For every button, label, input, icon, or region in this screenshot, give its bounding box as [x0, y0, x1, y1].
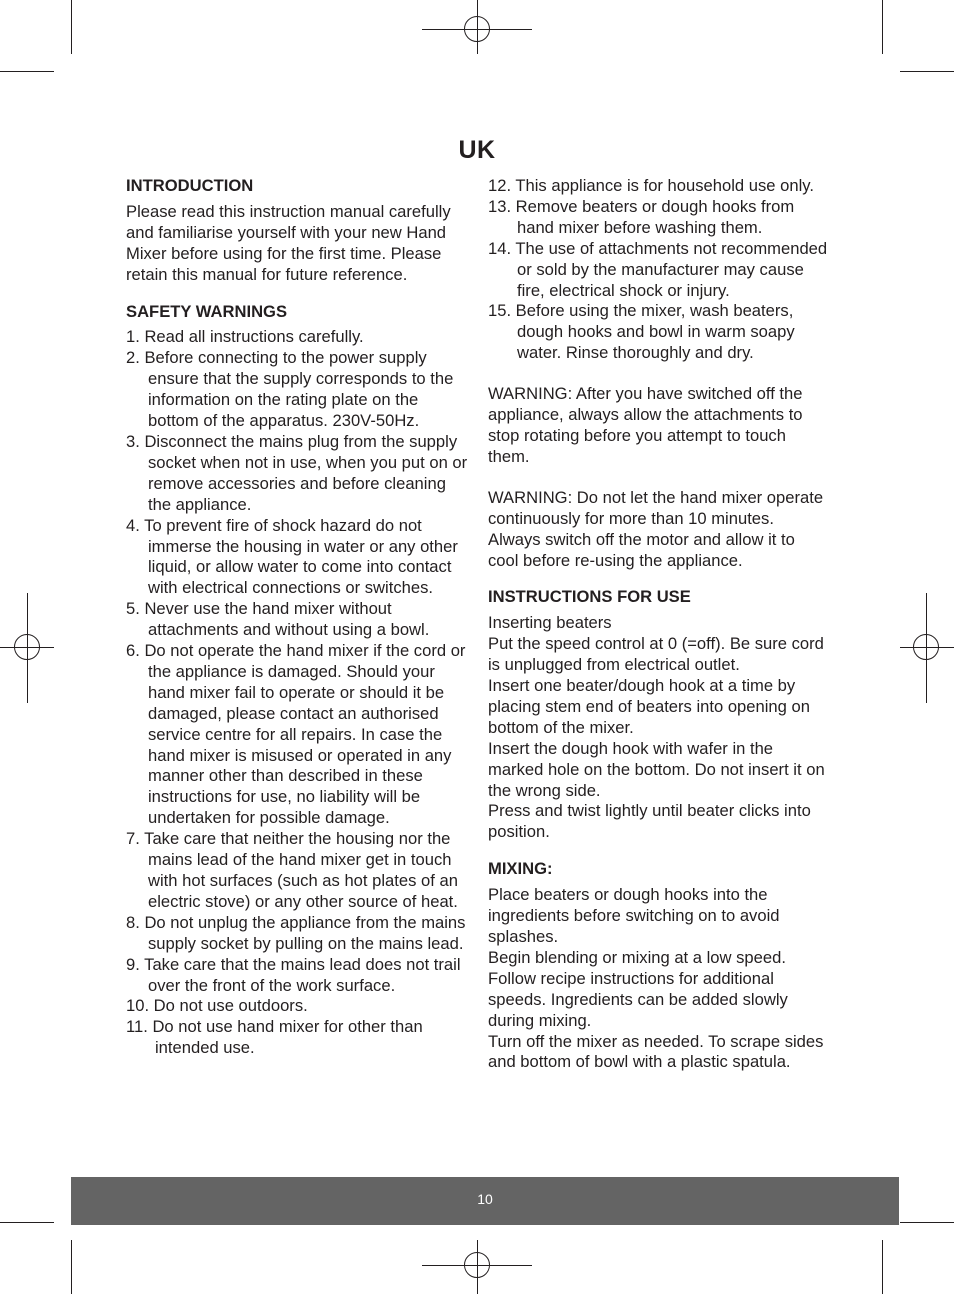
safety-item: 1. Read all instructions carefully.	[126, 327, 364, 347]
footer-bar	[71, 1177, 899, 1225]
right-column	[488, 176, 828, 1073]
safety-item: 3. Disconnect the mains plug from the supply socket when not in use, when you put on or remove accessories and before cleaning the appliance.	[126, 431, 468, 514]
instruction-line: Inserting beaters	[488, 613, 612, 633]
introduction-text: Please read this instruction manual carefully and familiarise yourself with your new Hand Mixer before using for the first time. Please retain this manual for future reference.	[126, 201, 451, 284]
safety-item: 2. Before connecting to the power supply ensure that the supply corresponds to the information on the rating plate on the bottom of the apparatus. 230V-50Hz.	[126, 348, 454, 431]
safety-item: 10. Do not use outdoors.	[126, 996, 308, 1016]
safety-item: 12. This appliance is for household use only.	[488, 176, 814, 195]
safety-list-continued	[488, 176, 828, 364]
instructions-heading: INSTRUCTIONS FOR USE	[488, 587, 691, 607]
instructions-text	[488, 613, 828, 843]
safety-item: 9. Take care that the mains lead does not trail over the front of the work surface.	[126, 954, 461, 995]
instruction-line: Put the speed control at 0 (=off). Be sure cord is unplugged from electrical outlet.	[488, 634, 824, 675]
warning-continuous-use: WARNING: Do not let the hand mixer operate continuously for more than 10 minutes. Always switch off the motor and allow it to cool before re-using the appliance.	[488, 487, 824, 570]
safety-item: 13. Remove beaters or dough hooks from hand mixer before washing them.	[488, 196, 795, 237]
safety-warnings-heading: SAFETY WARNINGS	[126, 301, 288, 321]
mixing-line: Turn off the mixer as needed. To scrape sides and bottom of bowl with a plastic spatula.	[488, 1031, 824, 1072]
safety-item: 11. Do not use hand mixer for other than intended use.	[126, 1017, 423, 1058]
safety-item: 8. Do not unplug the appliance from the mains supply socket by pulling on the mains lead.	[126, 912, 466, 953]
safety-item: 5. Never use the hand mixer without attachments and without using a bowl.	[126, 599, 430, 640]
safety-item: 15. Before using the mixer, wash beaters, dough hooks and bowl in warm soapy water. Rinse thoroughly and dry.	[488, 301, 795, 363]
instruction-line: Insert the dough hook with wafer in the marked hole on the bottom. Do not insert it on the wrong side.	[488, 738, 825, 800]
mixing-text	[488, 885, 828, 1073]
instruction-line: Press and twist lightly until beater clicks into position.	[488, 801, 811, 842]
safety-item: 7. Take care that neither the housing nor the mains lead of the hand mixer get in touch with hot surfaces (such as hot plates of an electric stove) or any other source of heat.	[126, 829, 458, 911]
mixing-line: Place beaters or dough hooks into the ingredients before switching on to avoid splashes.	[488, 885, 780, 946]
safety-item: 14. The use of attachments not recommended or sold by the manufacturer may cause fire, electrical shock or injury.	[488, 238, 828, 300]
introduction-heading: INTRODUCTION	[126, 176, 254, 195]
safety-item: 4. To prevent fire of shock hazard do not immerse the housing in water or any other liquid, or allow water to come into contact with electrical connections or switches.	[126, 515, 458, 598]
page-title: UK	[458, 136, 496, 164]
safety-item: 6. Do not operate the hand mixer if the cord or the appliance is damaged. Should your hand mixer fail to operate or should it be damaged, please contact an authorised service centre for all repairs. In case the hand mixer is misused or operated in any manner other than described in these instructions for use, no liability will be undertaken for possible damage.	[126, 641, 466, 828]
page-number: 10	[477, 1191, 493, 1207]
mixing-line: Begin blending or mixing at a low speed. Follow recipe instructions for additional speeds. Ingredients can be added slowly during mixing.	[488, 947, 788, 1030]
left-column	[126, 176, 470, 1059]
instruction-line: Insert one beater/dough hook at a time by placing stem end of beaters into opening on bottom of the mixer.	[488, 676, 810, 737]
safety-list	[126, 327, 470, 1059]
warning-attachments: WARNING: After you have switched off the appliance, always allow the attachments to stop rotating before you attempt to touch them.	[488, 384, 803, 466]
mixing-heading: MIXING:	[488, 859, 553, 879]
